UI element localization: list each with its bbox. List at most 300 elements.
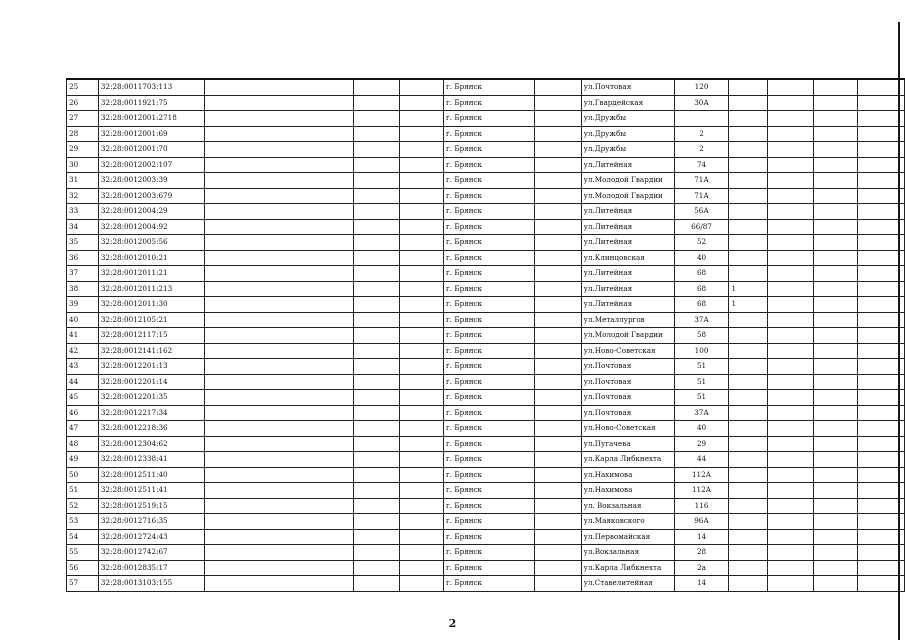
extra-number-cell: 1 (729, 281, 768, 297)
extra-number-cell (729, 204, 768, 220)
empty-cell (814, 483, 858, 499)
street-cell: ул.Маяковского (581, 514, 674, 530)
row-number-cell: 49 (67, 452, 99, 468)
row-number-cell: 35 (67, 235, 99, 251)
street-cell: ул.Первомайская (581, 529, 674, 545)
row-number-cell: 55 (67, 545, 99, 561)
cadastral-number-cell: 32:28:0012511:40 (98, 467, 204, 483)
empty-cell (400, 452, 444, 468)
empty-cell (534, 374, 581, 390)
empty-cell (354, 452, 400, 468)
empty-cell (400, 374, 444, 390)
table-row (67, 312, 905, 328)
extra-number-cell (729, 529, 768, 545)
empty-cell (768, 421, 814, 437)
empty-cell (534, 529, 581, 545)
row-number-cell: 27 (67, 111, 99, 127)
empty-cell (814, 452, 858, 468)
street-cell: ул.Почтовая (581, 405, 674, 421)
empty-cell (858, 95, 905, 111)
house-number-cell: 58 (674, 328, 729, 344)
empty-cell (768, 95, 814, 111)
extra-number-cell (729, 79, 768, 95)
empty-cell (354, 266, 400, 282)
empty-cell (858, 297, 905, 313)
empty-cell (814, 281, 858, 297)
empty-cell (858, 328, 905, 344)
table-row (67, 545, 905, 561)
cadastral-number-cell: 32:28:0012011:213 (98, 281, 204, 297)
cadastral-number-cell: 32:28:0012001:2718 (98, 111, 204, 127)
empty-cell (354, 514, 400, 530)
empty-cell (204, 79, 353, 95)
empty-cell (858, 390, 905, 406)
row-number-cell: 30 (67, 157, 99, 173)
cadastral-number-cell: 32:28:0012724:43 (98, 529, 204, 545)
house-number-cell: 2а (674, 560, 729, 576)
row-number-cell: 53 (67, 514, 99, 530)
house-number-cell: 100 (674, 343, 729, 359)
empty-cell (354, 297, 400, 313)
row-number-cell: 45 (67, 390, 99, 406)
extra-number-cell (729, 374, 768, 390)
table-row (67, 498, 905, 514)
house-number-cell: 68 (674, 266, 729, 282)
street-cell: ул.Литейная (581, 204, 674, 220)
cadastral-number-cell: 32:28:0012004:29 (98, 204, 204, 220)
empty-cell (354, 405, 400, 421)
street-cell: ул.Ставелитейная (581, 576, 674, 592)
empty-cell (534, 266, 581, 282)
empty-cell (534, 514, 581, 530)
empty-cell (534, 436, 581, 452)
empty-cell (814, 560, 858, 576)
cadastral-number-cell: 32:28:0012338:41 (98, 452, 204, 468)
extra-number-cell (729, 359, 768, 375)
empty-cell (814, 374, 858, 390)
empty-cell (768, 498, 814, 514)
empty-cell (814, 173, 858, 189)
empty-cell (814, 514, 858, 530)
extra-number-cell (729, 328, 768, 344)
empty-cell (354, 312, 400, 328)
street-cell: ул.Литейная (581, 157, 674, 173)
empty-cell (534, 343, 581, 359)
extra-number-cell (729, 483, 768, 499)
empty-cell (204, 421, 353, 437)
cadastral-number-cell: 32:28:0013103:155 (98, 576, 204, 592)
house-number-cell: 112А (674, 467, 729, 483)
cadastral-number-cell: 32:28:0012742:67 (98, 545, 204, 561)
house-number-cell: 56А (674, 204, 729, 220)
city-cell: г. Брянск (443, 436, 534, 452)
empty-cell (204, 529, 353, 545)
street-cell: ул.Клинцовская (581, 250, 674, 266)
table-row (67, 343, 905, 359)
street-cell: ул.Пугачева (581, 436, 674, 452)
empty-cell (400, 126, 444, 142)
empty-cell (400, 142, 444, 158)
empty-cell (204, 436, 353, 452)
cadastral-number-cell: 32:28:0012002:107 (98, 157, 204, 173)
street-cell: ул.Литейная (581, 281, 674, 297)
empty-cell (534, 204, 581, 220)
table-row (67, 173, 905, 189)
extra-number-cell (729, 157, 768, 173)
empty-cell (534, 250, 581, 266)
cadastral-number-cell: 32:28:0012004:92 (98, 219, 204, 235)
empty-cell (858, 421, 905, 437)
street-cell: ул.Дружбы (581, 111, 674, 127)
page-number: 2 (448, 617, 457, 630)
empty-cell (814, 266, 858, 282)
empty-cell (400, 266, 444, 282)
extra-number-cell (729, 405, 768, 421)
extra-number-cell (729, 142, 768, 158)
street-cell: ул.Молодой Гвардии (581, 173, 674, 189)
extra-number-cell (729, 312, 768, 328)
empty-cell (858, 483, 905, 499)
house-number-cell: 74 (674, 157, 729, 173)
empty-cell (204, 188, 353, 204)
empty-cell (858, 343, 905, 359)
extra-number-cell (729, 452, 768, 468)
street-cell: ул.Гвардейская (581, 95, 674, 111)
empty-cell (768, 297, 814, 313)
empty-cell (354, 111, 400, 127)
table-row (67, 235, 905, 251)
empty-cell (858, 142, 905, 158)
empty-cell (534, 405, 581, 421)
table-row (67, 576, 905, 592)
empty-cell (204, 219, 353, 235)
extra-number-cell (729, 219, 768, 235)
house-number-cell: 2 (674, 142, 729, 158)
cadastral-number-cell: 32:28:0012011:30 (98, 297, 204, 313)
house-number-cell: 52 (674, 235, 729, 251)
street-cell: ул.Карла Либкнехта (581, 560, 674, 576)
empty-cell (858, 79, 905, 95)
house-number-cell: 2 (674, 126, 729, 142)
street-cell: ул.Нахимова (581, 467, 674, 483)
house-number-cell: 40 (674, 421, 729, 437)
extra-number-cell (729, 514, 768, 530)
row-number-cell: 46 (67, 405, 99, 421)
empty-cell (400, 188, 444, 204)
house-number-cell: 116 (674, 498, 729, 514)
table-row (67, 359, 905, 375)
row-number-cell: 36 (67, 250, 99, 266)
row-number-cell: 50 (67, 467, 99, 483)
empty-cell (400, 483, 444, 499)
city-cell: г. Брянск (443, 390, 534, 406)
street-cell: ул.Нахимова (581, 483, 674, 499)
street-cell: ул.Молодой Гвардии (581, 328, 674, 344)
empty-cell (534, 111, 581, 127)
row-number-cell: 41 (67, 328, 99, 344)
empty-cell (534, 281, 581, 297)
empty-cell (534, 483, 581, 499)
empty-cell (534, 173, 581, 189)
cadastral-number-cell: 32:28:0012218:36 (98, 421, 204, 437)
empty-cell (534, 142, 581, 158)
table-row (67, 126, 905, 142)
house-number-cell: 30А (674, 95, 729, 111)
city-cell: г. Брянск (443, 421, 534, 437)
empty-cell (768, 219, 814, 235)
table-row (67, 281, 905, 297)
cadastral-number-cell: 32:28:0012835:17 (98, 560, 204, 576)
empty-cell (768, 328, 814, 344)
empty-cell (400, 467, 444, 483)
house-number-cell: 96А (674, 514, 729, 530)
table-row (67, 297, 905, 313)
empty-cell (814, 467, 858, 483)
empty-cell (534, 560, 581, 576)
city-cell: г. Брянск (443, 142, 534, 158)
empty-cell (814, 157, 858, 173)
table-row (67, 452, 905, 468)
cadastral-number-cell: 32:28:0012201:13 (98, 359, 204, 375)
table-row (67, 250, 905, 266)
empty-cell (768, 204, 814, 220)
empty-cell (354, 235, 400, 251)
empty-cell (204, 142, 353, 158)
empty-cell (768, 266, 814, 282)
empty-cell (354, 204, 400, 220)
empty-cell (204, 328, 353, 344)
extra-number-cell (729, 498, 768, 514)
row-number-cell: 51 (67, 483, 99, 499)
extra-number-cell (729, 545, 768, 561)
row-number-cell: 57 (67, 576, 99, 592)
empty-cell (354, 343, 400, 359)
empty-cell (534, 188, 581, 204)
table-row (67, 219, 905, 235)
empty-cell (354, 576, 400, 592)
empty-cell (768, 359, 814, 375)
city-cell: г. Брянск (443, 545, 534, 561)
city-cell: г. Брянск (443, 173, 534, 189)
empty-cell (768, 173, 814, 189)
empty-cell (814, 235, 858, 251)
house-number-cell: 71А (674, 173, 729, 189)
table-row (67, 79, 905, 95)
empty-cell (814, 297, 858, 313)
empty-cell (768, 483, 814, 499)
street-cell: ул.Карла Либкнехта (581, 452, 674, 468)
empty-cell (814, 188, 858, 204)
city-cell: г. Брянск (443, 328, 534, 344)
street-cell: ул.Почтовая (581, 79, 674, 95)
city-cell: г. Брянск (443, 576, 534, 592)
empty-cell (768, 529, 814, 545)
empty-cell (814, 79, 858, 95)
cadastral-number-cell: 32:28:0012003:679 (98, 188, 204, 204)
empty-cell (204, 359, 353, 375)
empty-cell (814, 219, 858, 235)
empty-cell (534, 467, 581, 483)
table-row (67, 514, 905, 530)
empty-cell (400, 328, 444, 344)
city-cell: г. Брянск (443, 374, 534, 390)
empty-cell (814, 498, 858, 514)
row-number-cell: 26 (67, 95, 99, 111)
table-row (67, 111, 905, 127)
empty-cell (858, 219, 905, 235)
cadastral-number-cell: 32:28:0012519:15 (98, 498, 204, 514)
empty-cell (858, 436, 905, 452)
empty-cell (354, 436, 400, 452)
empty-cell (534, 219, 581, 235)
house-number-cell: 51 (674, 374, 729, 390)
empty-cell (858, 405, 905, 421)
row-number-cell: 33 (67, 204, 99, 220)
empty-cell (858, 111, 905, 127)
empty-cell (768, 452, 814, 468)
empty-cell (768, 235, 814, 251)
empty-cell (204, 390, 353, 406)
address-register-table (66, 78, 905, 592)
city-cell: г. Брянск (443, 452, 534, 468)
empty-cell (534, 452, 581, 468)
cadastral-number-cell: 32:28:0012001:70 (98, 142, 204, 158)
cadastral-number-cell: 32:28:0012105:21 (98, 312, 204, 328)
empty-cell (354, 281, 400, 297)
empty-cell (534, 95, 581, 111)
empty-cell (354, 390, 400, 406)
empty-cell (534, 312, 581, 328)
row-number-cell: 25 (67, 79, 99, 95)
city-cell: г. Брянск (443, 79, 534, 95)
empty-cell (400, 219, 444, 235)
empty-cell (768, 250, 814, 266)
empty-cell (354, 173, 400, 189)
house-number-cell: 71А (674, 188, 729, 204)
house-number-cell (674, 111, 729, 127)
row-number-cell: 52 (67, 498, 99, 514)
empty-cell (768, 343, 814, 359)
street-cell: ул.Почтовая (581, 374, 674, 390)
house-number-cell: 40 (674, 250, 729, 266)
empty-cell (204, 545, 353, 561)
empty-cell (204, 281, 353, 297)
cadastral-number-cell: 32:28:0012716:35 (98, 514, 204, 530)
city-cell: г. Брянск (443, 560, 534, 576)
city-cell: г. Брянск (443, 529, 534, 545)
cadastral-number-cell: 32:28:0012201:35 (98, 390, 204, 406)
table-row (67, 390, 905, 406)
empty-cell (354, 498, 400, 514)
city-cell: г. Брянск (443, 111, 534, 127)
row-number-cell: 56 (67, 560, 99, 576)
row-number-cell: 54 (67, 529, 99, 545)
empty-cell (204, 312, 353, 328)
empty-cell (814, 343, 858, 359)
empty-cell (858, 126, 905, 142)
street-cell: ул.Литейная (581, 266, 674, 282)
empty-cell (204, 235, 353, 251)
house-number-cell: 14 (674, 576, 729, 592)
city-cell: г. Брянск (443, 188, 534, 204)
city-cell: г. Брянск (443, 359, 534, 375)
empty-cell (354, 545, 400, 561)
empty-cell (858, 266, 905, 282)
table-row (67, 266, 905, 282)
extra-number-cell (729, 390, 768, 406)
empty-cell (400, 157, 444, 173)
empty-cell (204, 405, 353, 421)
house-number-cell: 51 (674, 359, 729, 375)
table-row (67, 483, 905, 499)
empty-cell (858, 359, 905, 375)
street-cell: ул.Ново-Советская (581, 343, 674, 359)
empty-cell (400, 390, 444, 406)
empty-cell (534, 576, 581, 592)
cadastral-number-cell: 32:28:0012117:15 (98, 328, 204, 344)
extra-number-cell (729, 95, 768, 111)
cadastral-number-cell: 32:28:0012003:39 (98, 173, 204, 189)
empty-cell (768, 405, 814, 421)
empty-cell (768, 514, 814, 530)
empty-cell (400, 111, 444, 127)
house-number-cell: 68 (674, 281, 729, 297)
empty-cell (858, 312, 905, 328)
empty-cell (858, 529, 905, 545)
table-row (67, 188, 905, 204)
empty-cell (814, 312, 858, 328)
extra-number-cell (729, 560, 768, 576)
extra-number-cell (729, 126, 768, 142)
row-number-cell: 38 (67, 281, 99, 297)
table-row (67, 204, 905, 220)
table-row (67, 436, 905, 452)
table-row (67, 157, 905, 173)
cadastral-number-cell: 32:28:0012141:162 (98, 343, 204, 359)
empty-cell (768, 126, 814, 142)
table-row (67, 95, 905, 111)
extra-number-cell (729, 235, 768, 251)
city-cell: г. Брянск (443, 266, 534, 282)
house-number-cell: 120 (674, 79, 729, 95)
empty-cell (204, 266, 353, 282)
empty-cell (204, 467, 353, 483)
empty-cell (858, 235, 905, 251)
empty-cell (858, 514, 905, 530)
empty-cell (204, 560, 353, 576)
table-row (67, 328, 905, 344)
city-cell: г. Брянск (443, 250, 534, 266)
empty-cell (858, 173, 905, 189)
empty-cell (814, 204, 858, 220)
empty-cell (534, 79, 581, 95)
empty-cell (204, 126, 353, 142)
city-cell: г. Брянск (443, 467, 534, 483)
empty-cell (814, 390, 858, 406)
city-cell: г. Брянск (443, 126, 534, 142)
empty-cell (204, 95, 353, 111)
empty-cell (354, 359, 400, 375)
empty-cell (534, 359, 581, 375)
cadastral-number-cell: 32:28:0012511:41 (98, 483, 204, 499)
empty-cell (534, 297, 581, 313)
empty-cell (814, 405, 858, 421)
table-row (67, 374, 905, 390)
empty-cell (204, 483, 353, 499)
table-row (67, 560, 905, 576)
house-number-cell: 112А (674, 483, 729, 499)
row-number-cell: 29 (67, 142, 99, 158)
